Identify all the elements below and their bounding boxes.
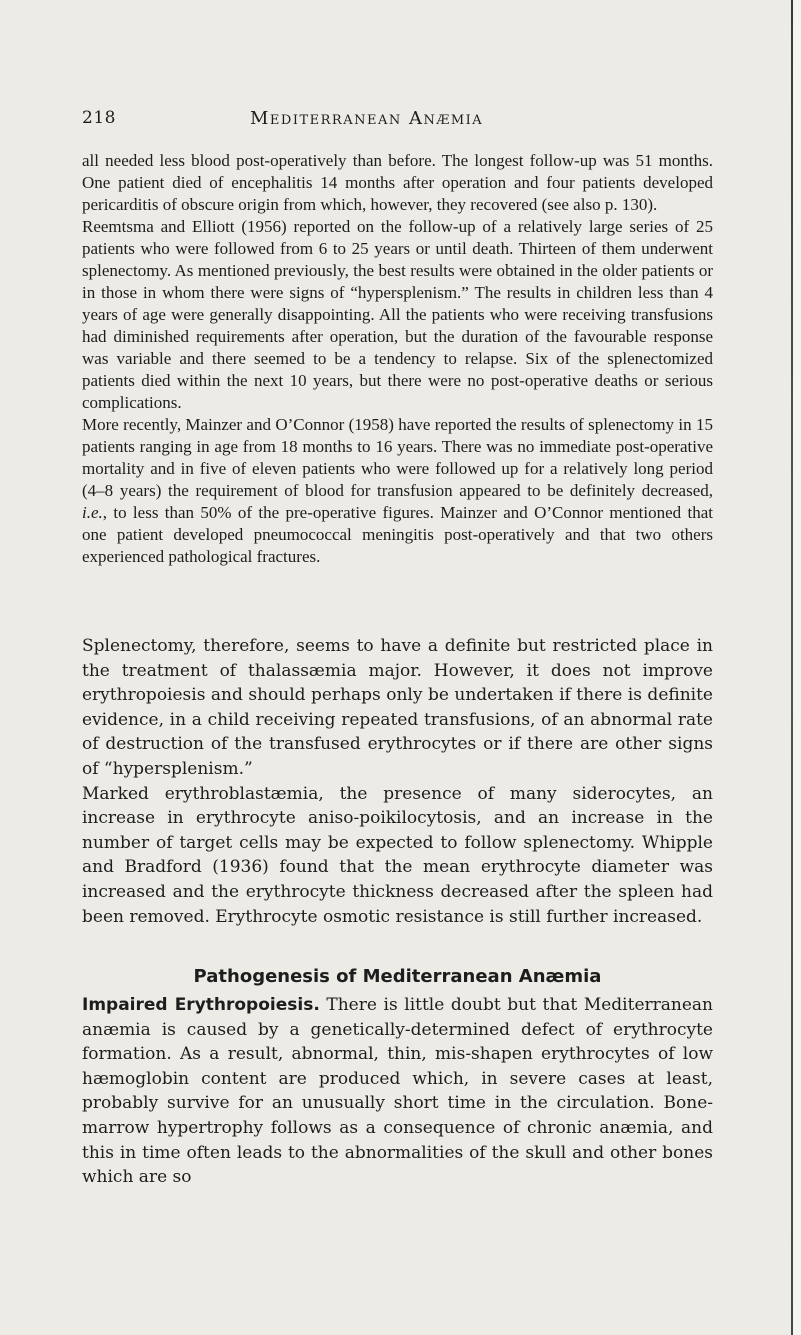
main-text-section <box>82 634 713 929</box>
pathogenesis-section <box>82 993 713 1190</box>
mainzer-ie: i.e. <box>82 503 103 522</box>
mainzer-text-end: , to less than 50% of the pre-operative figures. Mainzer and O’Connor mentioned that one patient developed pneumococcal meningitis post-operatively and that two others experienced pathological fractures. <box>82 503 713 566</box>
page-edge-line <box>791 0 793 1335</box>
mainzer-text-start: More recently, Mainzer and O’Connor (1958) have reported the results of splenectomy in 15 patients ranging in age from 18 months to 16 years. There was no immediate post-operative mortality and in five of eleven patients who were followed up for a relatively long period (4–8 years) the requirement of blood for transfusion appeared to be definitely decreased, <box>82 415 713 500</box>
paragraph-reemtsma-elliott: Reemtsma and Elliott (1956) reported on the follow-up of a relatively large series of 25 patients who were followed from 6 to 25 years or until death. Thirteen of them underwent splenectomy. As mentioned previously, the best results were obtained in the older patients or in those in whom there were signs of “hypersplenism.” The results in children less than 4 years of age were generally disappointing. All the patients who were receiving transfusions had diminished requirements after operation, but the duration of the favourable response was variable and there seemed to be a tendency to relapse. Six of the splenectomized patients died within the next 10 years, but there were no post-operative deaths or serious complications. <box>82 217 713 412</box>
run-in-heading: Impaired Erythropoiesis. <box>82 995 320 1015</box>
running-title: Mediterranean Anæmia <box>250 108 484 129</box>
impaired-erythropoiesis-text: There is little doubt but that Mediterranean anæmia is caused by a genetically-determined defect of erythrocyte formation. As a result, abnormal, thin, mis-shapen erythrocytes of low hæmoglobin content are produced which, in severe cases at least, probably survive for an unusually short time in the circulation. Bone-marrow hypertrophy follows as a consequence of chronic anæmia, and this in time often leads to the abnormalities of the skull and other bones which are so <box>82 995 713 1188</box>
small-print-section <box>82 150 713 568</box>
page-margin <box>793 0 801 1335</box>
section-heading: Pathogenesis of Mediterranean Anæmia <box>193 966 602 987</box>
paragraph-follow-up: all needed less blood post-operatively than before. The longest follow-up was 51 months. One patient died of encephalitis 14 months after operation and four patients developed pericarditis of obscure origin from which, however, they recovered (see also p. 130). <box>82 151 713 214</box>
page-header <box>82 104 742 134</box>
paragraph-splenectomy-conclusion: Splenectomy, therefore, seems to have a definite but restricted place in the treatment of thalassæmia major. However, it does not improve erythropoiesis and should perhaps only be undertaken if there is definite evidence, in a child receiving repeated transfusions, of an abnormal rate of destruction of the transfused erythrocytes or if there are other signs of “hypersplenism.” <box>82 636 713 779</box>
paragraph-erythroblastaemia: Marked erythroblastæmia, the presence of many siderocytes, an increase in erythrocyte aniso-poikilocytosis, and an increase in the number of target cells may be expected to follow splenectomy. Whipple and Bradford (1936) found that the mean erythrocyte diameter was increased and the erythrocyte thickness decreased after the spleen had been removed. Erythrocyte osmotic resistance is still further increased. <box>82 783 713 927</box>
page-number: 218 <box>82 108 116 128</box>
paragraph-mainzer-oconnor <box>82 414 713 568</box>
paragraph-impaired-erythropoiesis <box>82 993 713 1190</box>
